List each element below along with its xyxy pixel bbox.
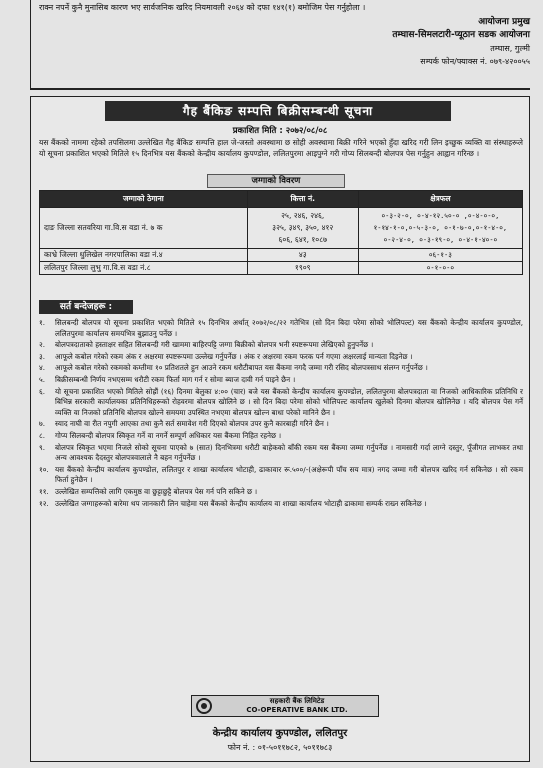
term-item bbox=[39, 431, 523, 442]
term-item bbox=[39, 387, 523, 419]
bank-name-english: CO-OPERATIVE BANK LTD. bbox=[246, 706, 348, 714]
term-item bbox=[39, 318, 523, 339]
term-item bbox=[39, 499, 523, 510]
area-line: ०-३-२-०, ०-४-१२.५०-० ,०-४-०-०, bbox=[381, 212, 500, 220]
divider bbox=[30, 88, 530, 90]
term-item bbox=[39, 375, 523, 386]
notice-title: गैह बैंकिङ सम्पत्ति बिक्रीसम्बन्धी सूचना bbox=[105, 101, 451, 121]
bank-name-nepali: सहकारी बैंक लिमिटेड bbox=[269, 697, 325, 705]
term-number: ३. bbox=[39, 351, 46, 361]
previous-notice-signature bbox=[392, 16, 530, 68]
term-number: १२. bbox=[39, 498, 49, 508]
address-cell: दाङ जिल्ला सतवरिया गा.वि.स वडा नं. ७ क bbox=[40, 208, 248, 249]
term-number: १. bbox=[39, 318, 46, 327]
term-text: बोलपत्र स्विकृत भएमा निजले सोको सूचना पाएको ७ (सात) दिनभित्रमा धरौटी बाहेकको बाँकी रकम यस बैंकमा जम्मा गर्नुपर्नेछ । नामसारी गर्दा लाग्ने दस्तुर, पूँजीगत लाभकर तथा अन्य आवश्यक दैदस्तुर बोलपत्रवालाले नै बहन गर्नुपर्नेछ । bbox=[55, 442, 523, 463]
table-row bbox=[40, 208, 523, 249]
column-header-area: क्षेत्रफल bbox=[358, 191, 522, 208]
terms-list bbox=[39, 318, 523, 510]
signature-title: आयोजना प्रमुख bbox=[478, 17, 530, 27]
land-table bbox=[39, 190, 523, 275]
term-number: ९. bbox=[39, 442, 46, 452]
table-row bbox=[40, 262, 523, 275]
term-text: गोप्य सिलबन्दी बोलपत्र स्विकृत गर्ने वा नगर्ने सम्पूर्ण अधिकार यस बैंकमा निहित रहनेछ । bbox=[55, 430, 282, 440]
term-item bbox=[39, 340, 523, 351]
term-text: बोलपत्रदाताको हस्ताक्षर सहित सिलबन्दी गरी खाममा बाहिरपट्टि जग्गा बिक्रीको बोलपत्र भनी स्पष्टरूपमा लेखिएको हुनुपर्नेछ । bbox=[55, 340, 374, 350]
term-item bbox=[39, 352, 523, 363]
term-text: उल्लेखित सम्पत्तिको लागि एकमुष्ठ वा छुट्टाछुट्टै बोलपत्र पेस गर्न पनि सकिने छ । bbox=[55, 486, 258, 496]
signature-contact: सम्पर्क फोन/फ्याक्स नं. ०७९-४२००५५ bbox=[420, 57, 530, 66]
bank-seal bbox=[191, 695, 379, 717]
term-number: ७. bbox=[39, 419, 46, 429]
plot-line: २५, २४६, २४६, bbox=[281, 211, 325, 220]
term-text: आफूले कबोल गरेको रकमको कम्तीमा १० प्रतिशतले हुन आउने रकम धरौटीबापत यस बैंकमा नगदै जम्मा गरी रसिद बोलपत्रसाथ संलग्न गर्नुपर्नेछ । bbox=[55, 363, 428, 373]
area-cell: ०-१-०-० bbox=[358, 262, 522, 275]
term-text: यस बैंकको केन्द्रीय कार्यालय कुपण्डोल, ललितपुर र शाखा कार्यालय भोटाही, ढाकावार रू.५००/-(अक्षेरूपी पाँच सय मात्र) नगद जम्मा गरी बोलपत्र खरिद गर्न सकिनेछ । सो रकम फिर्ता हुनेछैन । bbox=[55, 464, 523, 485]
plot-cell: ४३ bbox=[247, 249, 358, 262]
area-cell bbox=[358, 208, 522, 249]
area-line: ०-२-४-०, ०-३-१९-०, ०-४-१-४०-० bbox=[383, 236, 498, 244]
address-cell: काभ्रे जिल्ला धुलिखेल नगरपालिका वडा नं.४ bbox=[40, 249, 248, 262]
sale-notice bbox=[30, 96, 530, 762]
column-header-plot: कित्ता नं. bbox=[247, 191, 358, 208]
term-item bbox=[39, 465, 523, 486]
term-number: ६. bbox=[39, 386, 46, 396]
term-item bbox=[39, 487, 523, 498]
office-address: केन्द्रीय कार्यालय कुपण्डोल, ललितपुर bbox=[212, 728, 348, 739]
plot-line: ६०६, ६४१, १०८७ bbox=[278, 235, 327, 244]
notice-intro: यस बैंकको नाममा रहेको तपसिलमा उल्लेखित गैह बैंकिङ सम्पत्ति हाल जे-जस्तो अवस्थामा छ सोही अवस्थामा बिक्री गरिने भएको हुँदा खरिद गरी लिन इच्छुक व्यक्ति वा संस्थाहरूले यो सूचना प्रकाशित भएको मितिले १५ दिनभित्र यस बैंकको केन्द्रीय कार्यालय कुपण्डोल, ललितपुरमा आइपुग्ने गरी गोप्य सिलबन्दी बोलपत्र पेस गर्नुहुन आह्वान गरिन्छ । bbox=[39, 138, 523, 158]
published-date: प्रकाशित मिति : २०७२/०८/०८ bbox=[232, 126, 328, 136]
signature-project: तम्घास-सिमलटारी-प्यूठान सडक आयोजना bbox=[392, 30, 530, 40]
plot-line: ३२५, ३४९, ३५०, ४१२ bbox=[272, 223, 334, 232]
term-number: १०. bbox=[39, 464, 49, 474]
term-number: ११. bbox=[39, 486, 49, 496]
term-number: ५. bbox=[39, 374, 46, 384]
previous-notice-fragment bbox=[30, 0, 536, 88]
term-text: स्याद नाघी वा रीत नपुगी आएका तथा कुनै सर्त समावेश गरी दिएको बोलपत्र उपर कुनै कारबाही गरिने छैन । bbox=[55, 419, 329, 429]
plot-cell: १९०९ bbox=[247, 262, 358, 275]
terms-heading: सर्त बन्देजहरू : bbox=[39, 300, 133, 314]
plot-cell bbox=[247, 208, 358, 249]
term-text: बिक्रीसम्बन्धी निर्णय नभएसम्म धरौटी रकम फिर्ता माग गर्न र सोमा ब्याज दावी गर्न पाइने छैन । bbox=[55, 374, 296, 384]
bank-logo-icon bbox=[196, 698, 212, 714]
bank-name bbox=[216, 697, 378, 715]
area-cell: ०६-१-३ bbox=[358, 249, 522, 262]
table-row bbox=[40, 249, 523, 262]
column-header-address: जग्गाको ठेगाना bbox=[40, 191, 248, 208]
table-header-row bbox=[40, 191, 523, 208]
previous-notice-text: राक्न नपर्ने कुनै मुनासिब कारण भए सार्वजनिक खरिद नियमावली २०६४ को दफा १४१(१) बमोजिम पेस गर्नुहोला । bbox=[39, 3, 366, 12]
term-number: २. bbox=[39, 340, 46, 350]
term-number: ४. bbox=[39, 363, 46, 373]
term-number: ८. bbox=[39, 430, 46, 440]
term-text: उल्लेखित जग्गाहरूको बारेमा थप जानकारी लिन चाहेमा यस बैंकको केन्द्रीय कार्यालय वा शाखा कार्यालय भोटाही ढाकामा सम्पर्क राख्न सकिनेछ । bbox=[55, 498, 427, 508]
signature-location: तम्घास, गुल्मी bbox=[490, 44, 530, 53]
address-cell: ललितपुर जिल्ला लुभु गा.वि.स वडा नं.८ bbox=[40, 262, 248, 275]
area-line: १-१४-१-०,०-५-३-०, ०-१-७-०,०-१-४-०, bbox=[373, 224, 508, 232]
office-phone: फोन नं. : ०१-५०११७८२, ५०११७८३ bbox=[227, 743, 333, 752]
land-details-heading: जग्गाको विवरण bbox=[207, 174, 345, 188]
term-text: सिलबन्दी बोलपत्र यो सूचना प्रकाशित भएको मितिले १५ दिनभित्र अर्थात् २०७२/०८/२२ गतेभित्र (सो दिन बिदा परेमा सोको भोलिपल्ट) यस बैंकको केन्द्रीय कार्यालय कुपण्डोल, ललितपुरमा कार्यालय समयभित्र बुझाउनु पर्नेछ । bbox=[55, 318, 523, 338]
term-item bbox=[39, 443, 523, 464]
term-item bbox=[39, 419, 523, 430]
term-text: आफूले कबोल गरेको रकम अंक र अक्षरमा स्पष्टरूपमा उल्लेख गर्नुपर्नेछ । अंक र अक्षरमा रकम फरक पर्न गएमा अक्षरलाई मान्यता दिइनेछ । bbox=[55, 351, 413, 361]
term-text: यो सूचना प्रकाशित भएको मितिले सोह्रौं (१६) दिनमा बेलुका ४:०० (चार) बजे यस बैंकको केन्द्रीय कार्यालय कुपण्डोल, ललितपुरमा बोलपत्रदाता वा निजको आधिकारिक प्रतिनिधि र बिभिन्न सरकारी कार्यालयका प्रतिनिधिहरूको रोहवरमा बोलपत्र खोलिने छ । सो दिन बिदा परेमा सोको भोलिपल्ट कार्यालय खुलेको दिनमा बोलपत्र खोलिनेछ । यदि बोलपत्र पेस गर्ने व्यक्ति वा निजको प्रतिनिधि बोलपत्र खोल्ने समयमा उपस्थित नभएमा बोलपत्र खोल्न बाधा परेको मानिने छैन । bbox=[55, 386, 523, 417]
term-item bbox=[39, 363, 523, 374]
